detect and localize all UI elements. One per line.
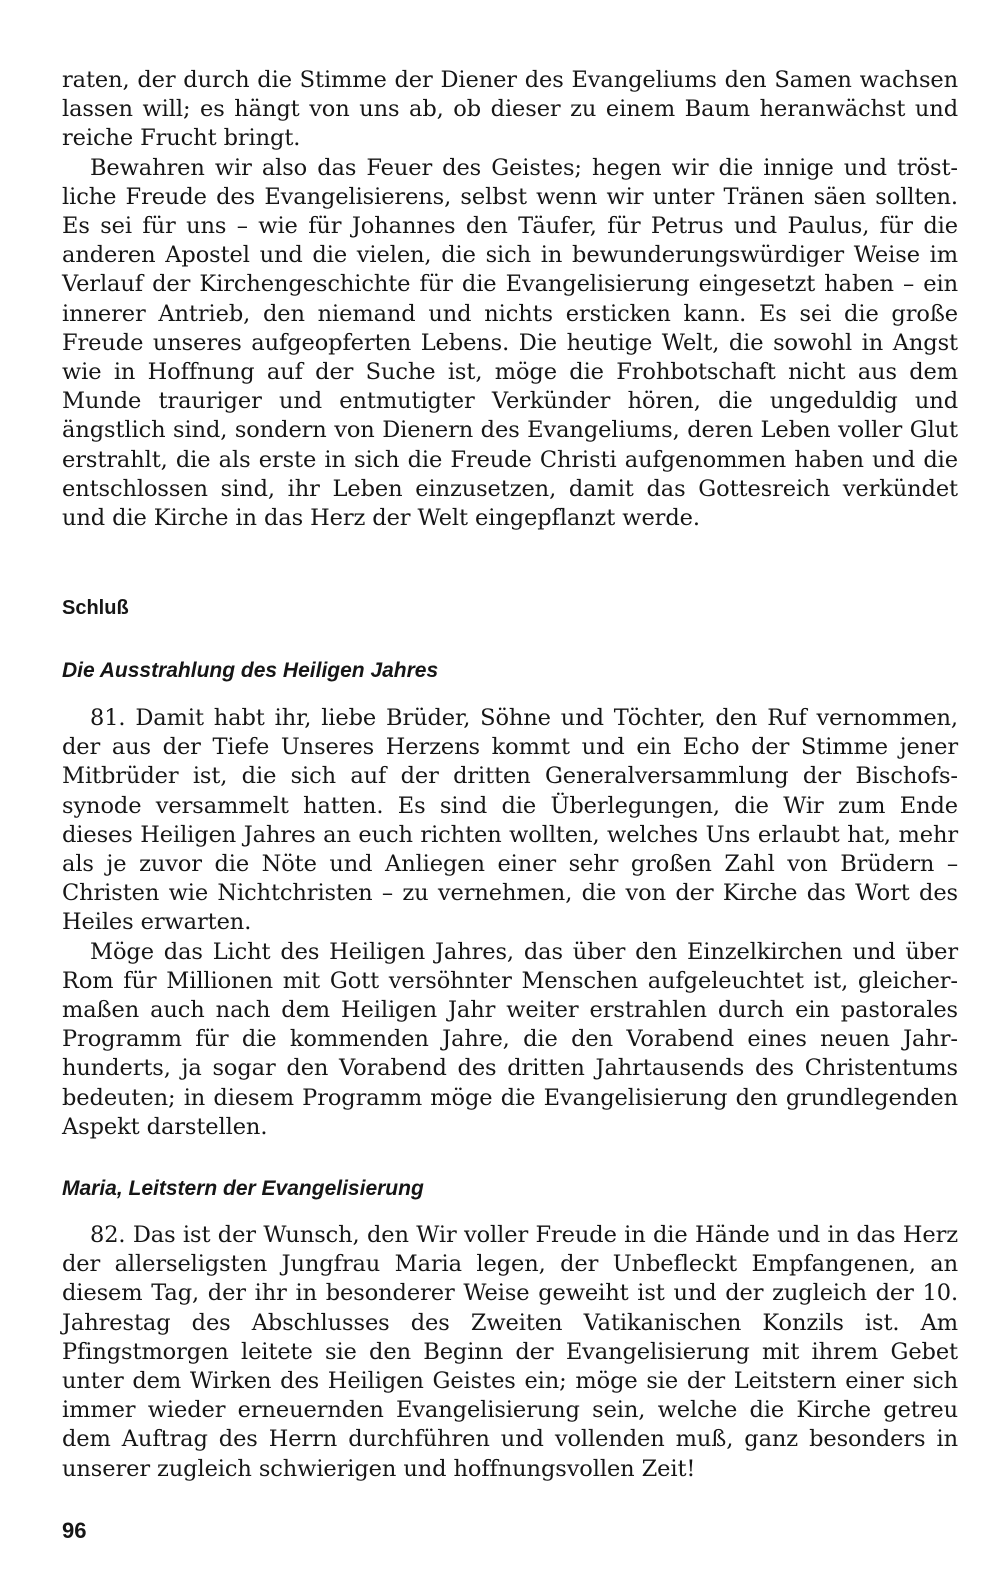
paragraph-82: 82. Das ist der Wunsch, den Wir voller Freude in die Hände und in das Herz der allerseligsten Jungfrau Maria legen, der Unbefleckt Empfangenen, an diesem Tag, der ihr in besonderer Weise geweiht ist und der zugleich der 10. Jahrestag des Abschlusses des Zweiten Vatikanischen Konzils ist. Am Pfingstmorgen leitete sie den Beginn der Evangelisierung mit ihrem Gebet unter dem Wirken des Heiligen Geistes ein; möge sie der Leitstern einer sich immer wieder erneuernden Evangelisierung sein, welche die Kirche getreu dem Auftrag des Herrn durchführen und vollenden muß, ganz besonders in unserer zugleich schwierigen und hoffnungsvollen Zeit! (62, 1222, 958, 1482)
intro-text (62, 66, 958, 533)
section-82 (62, 1221, 958, 1484)
section-81 (62, 704, 958, 1142)
section-title: Schluß (62, 597, 129, 619)
paragraph-licht-des-heiligen-jahres: Möge das Licht des Heiligen Jahres, das über den Einzelkirchen und über Rom für Millionen mit Gott versöhnter Menschen aufgeleuchtet ist, gleichermaßen auch nach dem Heiligen Jahr weiter erstrahlen durch ein pastorales Programm für die kommenden Jahre, die den Vorabend eines neuen Jahrhunderts, ja sogar den Vorabend des dritten Jahrtausends des Christentums bedeuten; in diesem Programm möge die Evangelisierung den grundlegenden Aspekt darstellen. (62, 938, 958, 1140)
subheading-maria-leitstern: Maria, Leitstern der Evangelisierung (62, 1177, 424, 1200)
paragraph-feuer-des-geistes: Bewahren wir also das Feuer des Geistes; hegen wir die innige und tröstliche Freude des Evangelisierens, selbst wenn wir unter Tränen säen sollten. Es sei für uns – wie für Johannes den Täufer, für Petrus und Paulus, für die anderen Apostel und die vielen, die sich in bewunderungswürdiger Weise im Verlauf der Kirchengeschichte für die Evangelisierung eingesetzt haben – ein innerer Antrieb, den niemand und nichts ersticken kann. Es sei die große Freude unseres aufgeopferten Lebens. Die heutige Welt, die sowohl in Angst wie in Hoffnung auf der Suche ist, möge die Frohbotschaft nicht aus dem Munde trauriger und entmutigter Verkünder hören, die ungeduldig und ängstlich sind, sondern von Dienern des Evangeliums, deren Leben voller Glut erstrahlt, die als erste in sich die Freude Christi aufgenommen haben und die entschlossen sind, ihr Leben einzusetzen, damit das Gottesreich verkündet und die Kirche in das Herz der Welt eingepflanzt werde. (62, 154, 958, 532)
paragraph-continuation: raten, der durch die Stimme der Diener des Evangeliums den Samen wachsen lassen will; es hängt von uns ab, ob dieser zu einem Baum heranwächst und reiche Frucht bringt. (62, 67, 958, 152)
subheading-heiliges-jahr: Die Ausstrahlung des Heiligen Jahres (62, 659, 439, 682)
page-number: 96 (62, 1518, 87, 1543)
paragraph-81: 81. Damit habt ihr, liebe Brüder, Söhne und Töchter, den Ruf vernommen, der aus der Tiefe Unseres Herzens kommt und ein Echo der Stimme jener Mitbrüder ist, die sich auf der dritten Generalversammlung der Bischofssynode versammelt hatten. Es sind die Überlegungen, die Wir zum Ende dieses Heiligen Jahres an euch richten wollten, welches Uns erlaubt hat, mehr als je zuvor die Nöte und Anliegen einer sehr großen Zahl von Brüdern – Christen wie Nichtchristen – zu vernehmen, die von der Kirche das Wort des Heiles erwarten. (62, 705, 958, 936)
